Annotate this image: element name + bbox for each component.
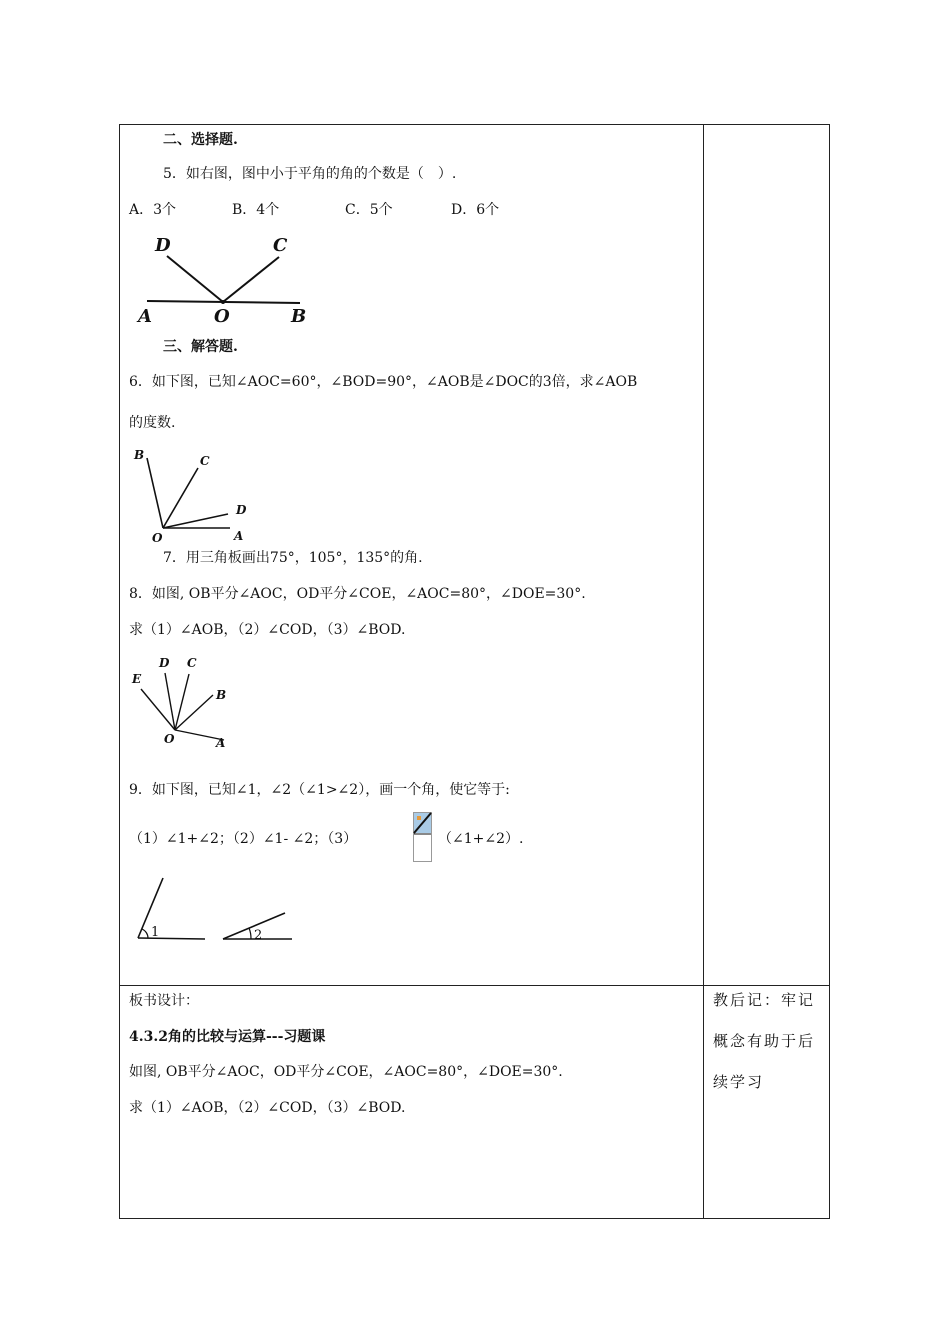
option-c: C．5个 bbox=[345, 202, 393, 218]
label-b: B bbox=[291, 306, 307, 327]
label-b: B bbox=[134, 448, 145, 462]
question-6-line2: 的度数. bbox=[129, 415, 176, 431]
label-c: C bbox=[187, 656, 197, 670]
question-9-line1: 9．如下图，已知∠1，∠2（∠1>∠2），画一个角，使它等于: bbox=[129, 782, 510, 798]
angle-1-label: 1 bbox=[151, 925, 160, 940]
figure-q9 bbox=[133, 873, 298, 948]
question-7: 7．用三角板画出75°，105°，135°的角. bbox=[163, 550, 423, 566]
board-line-2: 求（1）∠AOB，（2）∠COD，（3）∠BOD. bbox=[129, 1100, 406, 1116]
question-9-part1: （1）∠1+∠2；（2）∠1- ∠2；（3） bbox=[129, 831, 358, 847]
question-9-part2: （∠1+∠2）. bbox=[438, 831, 524, 847]
figure-q8 bbox=[128, 652, 238, 752]
label-c: C bbox=[273, 235, 288, 256]
reflection-line-2: 概念有助于后 bbox=[713, 1032, 816, 1050]
label-b: B bbox=[216, 688, 227, 702]
figure-q6 bbox=[130, 443, 255, 543]
board-design-title: 4.3.2角的比较与运算---习题课 bbox=[129, 1029, 326, 1045]
row-divider bbox=[119, 985, 830, 986]
label-c: C bbox=[200, 454, 210, 468]
figure-q5 bbox=[135, 230, 315, 330]
reflection-line-1: 教后记：牢记 bbox=[713, 991, 816, 1009]
section3-heading: 三、解答题. bbox=[163, 339, 238, 355]
question-5: 5．如右图，图中小于平角的角的个数是（ ）. bbox=[163, 166, 457, 182]
column-divider bbox=[703, 124, 704, 1219]
option-b: B．4个 bbox=[232, 202, 280, 218]
option-d: D．6个 bbox=[451, 202, 500, 218]
label-d: D bbox=[236, 503, 247, 517]
question-6-line1: 6．如下图，已知∠AOC=60°，∠BOD=90°，∠AOB是∠DOC的3倍，求∠AOB bbox=[129, 374, 638, 390]
label-o: O bbox=[164, 732, 175, 746]
label-o: O bbox=[214, 306, 230, 327]
label-a: A bbox=[234, 529, 244, 543]
question-8-line1: 8．如图, OB平分∠AOC，OD平分∠COE，∠AOC=80°，∠DOE=30°. bbox=[129, 586, 586, 602]
label-a: A bbox=[216, 736, 226, 750]
label-o: O bbox=[152, 531, 163, 545]
label-a: A bbox=[138, 306, 152, 327]
option-a: A．3个 bbox=[129, 202, 177, 218]
reflection-line-3: 续学习 bbox=[713, 1073, 765, 1091]
question-8-line2: 求（1）∠AOB，（2）∠COD，（3）∠BOD. bbox=[129, 622, 406, 638]
angle-2-label: 2 bbox=[254, 928, 263, 943]
fraction-image-placeholder bbox=[413, 812, 433, 862]
board-design-label: 板书设计： bbox=[129, 993, 199, 1009]
label-e: E bbox=[132, 672, 142, 686]
board-line-1: 如图, OB平分∠AOC，OD平分∠COE，∠AOC=80°，∠DOE=30°. bbox=[129, 1064, 563, 1080]
section2-heading: 二、选择题. bbox=[163, 132, 238, 148]
label-d: D bbox=[155, 235, 171, 256]
label-d: D bbox=[159, 656, 170, 670]
